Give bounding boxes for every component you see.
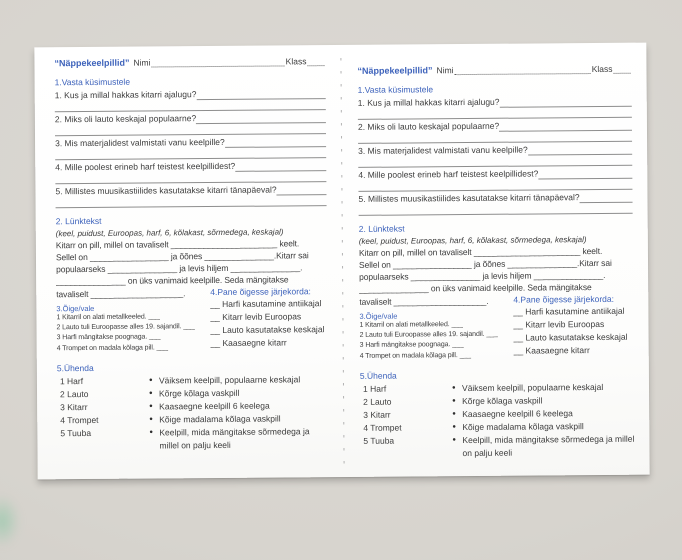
question-item xyxy=(55,160,326,184)
name-label: Nimi xyxy=(133,57,151,68)
name-label: Nimi xyxy=(436,65,454,76)
blurred-background-object xyxy=(0,495,20,547)
answer-line xyxy=(55,147,326,160)
answer-line xyxy=(358,179,632,192)
cloze-line: _______________ on üks vanimaid keelpille. Seda mängitakse xyxy=(56,274,289,287)
name-fill-line xyxy=(151,58,284,67)
answer-blank xyxy=(499,98,631,108)
match-right-item: ● Kõige madalama kõlaga vaskpill xyxy=(452,420,634,434)
title-row xyxy=(357,64,631,76)
truefalse-item: 2 Lauto tuli Euroopasse alles 19. sajandil. ___ xyxy=(56,323,195,332)
order-item: __ Lauto kasutatakse keskajal xyxy=(210,324,325,336)
section-3-heading: 3.Õige/vale xyxy=(359,311,398,321)
question-item xyxy=(55,184,326,208)
section-cloze xyxy=(359,222,634,295)
truefalse-item: 2 Lauto tuli Euroopasse alles 19. sajandil. ___ xyxy=(359,330,498,340)
truefalse-item: 4 Trompet on madala kõlaga pill. ___ xyxy=(359,351,471,360)
match-right-item: ● Kõrge kõlaga vaskpill xyxy=(149,386,328,400)
bullet-icon: ● xyxy=(451,384,456,391)
order-item: __ Harfi kasutamine antiikajal xyxy=(513,305,625,317)
answer-blank xyxy=(196,90,325,100)
section-1-heading: 1.Vasta küsimustele xyxy=(54,76,131,88)
bullet-icon: ● xyxy=(149,416,153,423)
question-item xyxy=(358,168,632,192)
answer-line xyxy=(358,107,632,120)
question-item xyxy=(358,96,632,120)
class-label: Klass xyxy=(285,56,307,67)
match-right-item: ● Kõrge kõlaga vaskpill xyxy=(452,394,634,408)
match-left-item: 1 Harf xyxy=(362,383,387,394)
worksheet-copy-left xyxy=(34,45,343,479)
bullet-icon: ● xyxy=(452,397,456,404)
answer-blank xyxy=(225,138,326,148)
question-text: 5. Millistes muusikastiilides kasutatakse kitarri tänapäeval? xyxy=(358,192,580,204)
match-left-item: 2 Lauto xyxy=(59,388,89,400)
section-truefalse xyxy=(56,303,205,354)
match-right-item: ● Keelpill, mida mängitakse sõrmedega ja millel on palju keeli xyxy=(149,425,328,452)
page-title: “Näppekeelpillid” xyxy=(54,57,130,69)
question-text: 4. Mille poolest erineb harf teistest keelpillidest? xyxy=(55,160,236,173)
bullet-icon: ● xyxy=(149,403,153,410)
section-3-heading: 3.Õige/vale xyxy=(56,303,95,314)
cloze-line: Sellel on _________________ ja õõnes _______________.Kitarr sai xyxy=(55,250,309,263)
match-right-item: ● Väiksem keelpill, populaarne keskajal xyxy=(452,381,634,395)
cloze-line: _______________ on üks vanimaid keelpille. Seda mängitakse xyxy=(359,282,592,294)
answer-line xyxy=(55,171,326,184)
section-questions xyxy=(55,75,327,208)
order-item: __ Harfi kasutamine antiikajal xyxy=(210,298,322,310)
truefalse-item: 4 Trompet on madala kõlaga pill. ___ xyxy=(56,343,168,352)
truefalse-item: 3 Harfi mängitakse poognaga. ___ xyxy=(56,333,161,342)
section-4-heading: 4.Pane õigesse järjekorda: xyxy=(210,286,311,298)
answer-blank xyxy=(499,122,632,132)
cloze-line: Sellel on _________________ ja õõnes _______________.Kitarr sai xyxy=(358,257,612,270)
order-item: __ Kitarr levib Euroopas xyxy=(210,311,302,323)
answer-blank xyxy=(277,186,327,195)
question-item xyxy=(358,144,632,168)
order-item: __ Lauto kasutatakse keskajal xyxy=(513,331,628,343)
section-cloze xyxy=(56,214,328,287)
answer-blank xyxy=(538,170,632,180)
question-text: 3. Mis materjalidest valmistati vanu keelpille? xyxy=(55,136,225,149)
answer-line xyxy=(359,203,633,216)
question-text: 3. Mis materjalidest valmistati vanu keelpille? xyxy=(358,144,528,156)
truefalse-item: 3 Harfi mängitakse poognaga. ___ xyxy=(359,341,464,350)
cloze-line: tavaliselt ____________________. xyxy=(359,295,489,307)
name-fill-line xyxy=(455,66,591,75)
section-match xyxy=(57,361,329,453)
match-left-item: 3 Kitarr xyxy=(60,401,88,413)
word-bank: (keel, puidust, Euroopas, harf, 6, kõlakast, sõrmedega, keskajal) xyxy=(55,227,284,239)
order-item: __ Kitarr levib Euroopas xyxy=(513,318,605,330)
truefalse-item: 1 Kitarril on alati metallkeeled. ___ xyxy=(359,321,463,329)
section-order xyxy=(508,294,634,361)
answer-line xyxy=(55,99,326,112)
class-label: Klass xyxy=(591,63,613,75)
question-text: 5. Millistes muusikastiilides kasutatakse kitarri tänapäeval? xyxy=(55,184,277,197)
bullet-icon: ● xyxy=(149,390,153,397)
answer-blank xyxy=(235,162,326,172)
cloze-line: Kitarr on pill, millel on tavaliselt _______________________ keelt. xyxy=(358,245,603,258)
match-right-item: ● Väiksem keelpill, populaarne keskajal xyxy=(149,373,328,387)
bullet-icon: ● xyxy=(148,377,153,384)
answer-blank xyxy=(196,114,326,124)
match-left-item: 5 Tuuba xyxy=(60,427,92,439)
question-item xyxy=(358,192,632,216)
question-text: 1. Kus ja millal hakkas kitarri ajalugu? xyxy=(54,89,197,101)
match-left-item: 4 Trompet xyxy=(363,422,402,433)
match-left-item: 2 Lauto xyxy=(363,396,392,407)
answer-line xyxy=(358,155,632,168)
match-left-item: 4 Trompet xyxy=(60,414,99,426)
order-item: __ Kaasaegne kitarr xyxy=(210,337,287,349)
word-bank: (keel, puidust, Euroopas, harf, 6, kõlakast, sõrmedega, keskajal) xyxy=(358,235,587,246)
answer-blank xyxy=(528,146,632,156)
match-right-item: ● Kaasaegne keelpill 6 keelega xyxy=(149,399,328,413)
match-right-item: ● Kõige madalama kõlaga vaskpill xyxy=(149,412,328,426)
page-title: “Näppekeelpillid” xyxy=(357,65,433,76)
section-match xyxy=(360,369,635,461)
match-right-item: ● Kaasaegne keelpill 6 keelega xyxy=(452,407,634,421)
question-text: 4. Mille poolest erineb harf teistest keelpillidest? xyxy=(358,168,539,180)
match-left-item: 5 Tuuba xyxy=(363,435,395,446)
section-1-heading: 1.Vasta küsimustele xyxy=(357,84,434,95)
question-item xyxy=(55,88,326,112)
match-left-item: 3 Kitarr xyxy=(363,409,391,420)
question-text: 1. Kus ja millal hakkas kitarri ajalugu? xyxy=(357,96,500,108)
cloze-line: tavaliselt ____________________. xyxy=(56,288,186,300)
question-text: 2. Miks oli lauto keskajal populaarne? xyxy=(357,120,500,132)
worksheet-paper xyxy=(34,43,649,480)
answer-line xyxy=(55,123,326,136)
bullet-icon: ● xyxy=(149,429,153,436)
section-2-heading: 2. Lünktekst xyxy=(358,223,405,234)
question-text: 2. Miks oli lauto keskajal populaarne? xyxy=(54,113,197,125)
truefalse-item: 1 Kitarril on alati metallkeeled. ___ xyxy=(56,313,160,322)
cloze-line: populaarseks _______________ ja levis hiljem _______________. xyxy=(359,269,606,282)
answer-line xyxy=(358,131,632,144)
match-right-item: ● Keelpill, mida mängitakse sõrmedega ja millel on palju keeli xyxy=(452,433,634,460)
order-item: __ Kaasaegne kitarr xyxy=(513,345,590,356)
section-questions xyxy=(358,83,633,216)
class-fill-line xyxy=(613,66,630,74)
bullet-icon: ● xyxy=(452,423,456,430)
worksheet-copy-right xyxy=(340,43,649,477)
question-item xyxy=(55,136,326,160)
question-item xyxy=(358,120,632,144)
section-5-heading: 5.Ühenda xyxy=(56,362,94,374)
section-order xyxy=(205,286,328,353)
section-truefalse xyxy=(359,311,508,362)
answer-blank xyxy=(580,194,633,203)
cloze-line: Kitarr on pill, millel on tavaliselt _______________________ keelt. xyxy=(55,238,300,251)
bullet-icon: ● xyxy=(452,436,457,443)
cloze-line: populaarseks _______________ ja levis hiljem _______________. xyxy=(56,262,303,275)
answer-line xyxy=(55,195,326,208)
bullet-icon: ● xyxy=(452,410,456,417)
section-2-heading: 2. Lünktekst xyxy=(55,215,102,227)
section-4-heading: 4.Pane õigesse järjekorda: xyxy=(513,293,615,305)
section-5-heading: 5.Ühenda xyxy=(359,370,397,381)
match-left-item: 1 Harf xyxy=(59,375,84,387)
title-row xyxy=(54,56,325,68)
class-fill-line xyxy=(307,58,324,66)
question-item xyxy=(55,112,326,136)
